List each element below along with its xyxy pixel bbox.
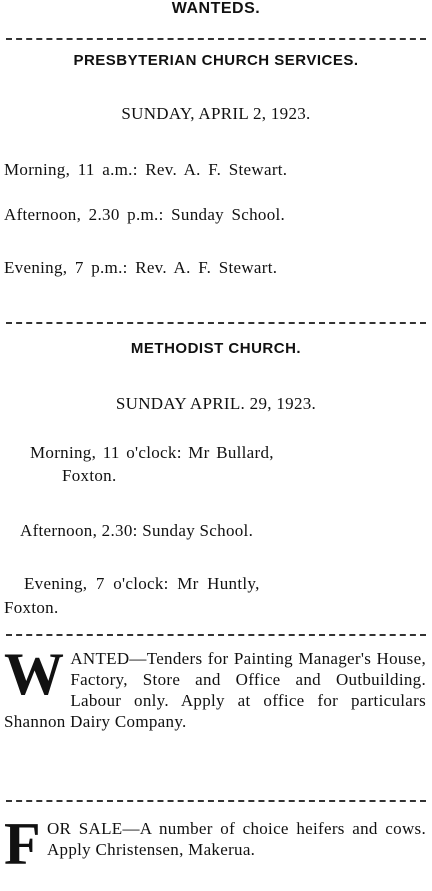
presbyterian-date: SUNDAY, APRIL 2, 1923. [121,104,311,123]
wanted-dropcap: W [4,641,65,707]
divider [6,322,426,324]
divider [6,634,426,636]
presbyterian-title: PRESBYTERIAN CHURCH SERVICES. [73,52,359,69]
sale-text: OR SALE—A number of choice heifers and cows. Apply Christensen, Makerua. [46,819,426,859]
sale-dropcap: F [4,811,41,877]
methodist-date: SUNDAY APRIL. 29, 1923. [115,394,317,413]
presbyterian-morning: Morning, 11 a.m.: Rev. A. F. Stewart. [4,160,288,179]
presbyterian-evening: Evening, 7 p.m.: Rev. A. F. Stewart. [4,258,278,277]
wanted-text: ANTED—Tenders for Painting Manager's House, Factory, Store and Office and Outbuilding. Labour only. Apply at office for particulars Shannon Dairy Company. [4,649,426,731]
methodist-evening: Evening, 7 o'clock: Mr Huntly, [24,574,260,593]
methodist-evening-place: Foxton. [4,598,59,617]
presbyterian-afternoon: Afternoon, 2.30 p.m.: Sunday School. [4,205,286,224]
methodist-title: METHODIST CHURCH. [130,340,302,357]
methodist-morning: Morning, 11 o'clock: Mr Bullard, [30,443,274,462]
methodist-afternoon: Afternoon, 2.30: Sunday School. [20,521,254,540]
methodist-morning-place: Foxton. [62,466,117,485]
page-heading: WANTEDS. [171,0,261,17]
wanted-ad [4,641,426,732]
divider [6,800,426,802]
sale-ad [4,811,426,877]
divider [6,38,426,40]
